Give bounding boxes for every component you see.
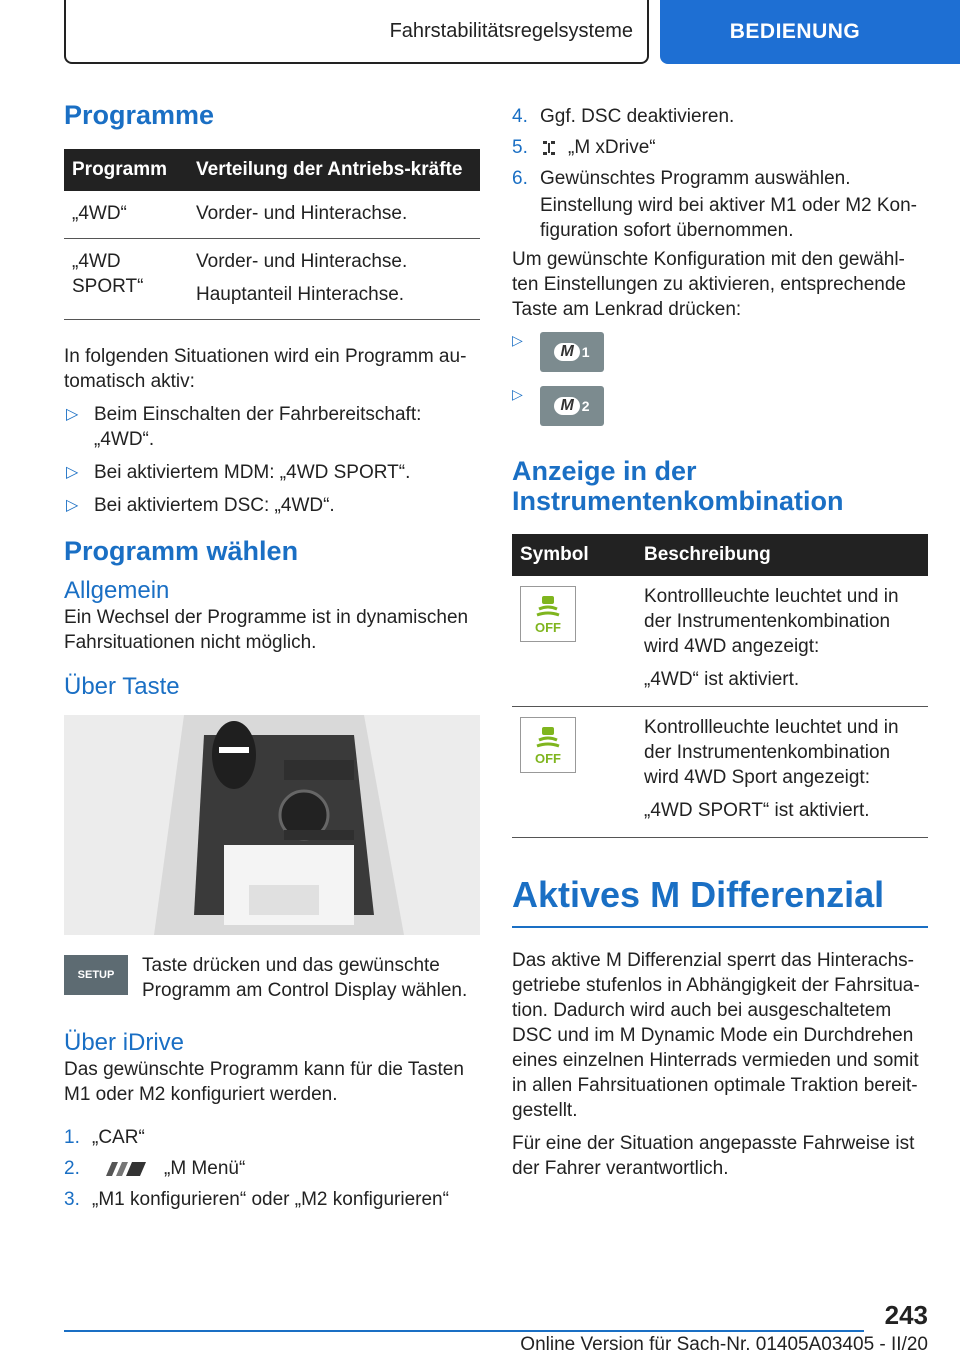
table-row [512,707,928,838]
list-item [64,402,480,452]
allgemein-text: Ein Wechsel der Programme ist in dynamischen Fahrsituationen nicht möglich. [64,607,469,653]
list-item-text: Bei aktiviertem DSC: „4WD“. [94,495,335,516]
mode-triangle-icon: ▷ [66,406,79,423]
setup-button-icon [64,955,128,995]
verteilung-text: Vorder- und Hinterachse. [196,251,408,272]
list-item [64,493,480,518]
list-item [512,135,928,160]
step-number: 3. [64,1189,80,1210]
mode-triangle-icon: ▷ [512,332,523,348]
table-header-verteilung: Verteilung der Antriebs-kräfte [188,149,480,191]
beschreibung-cell [636,576,928,707]
step-text: Ggf. DSC deaktivieren. [540,106,735,127]
footer-divider [64,1330,864,1332]
diff-text: Das aktive M Differenzial sperrt das Hinterachs-getriebe stufenlos in Abhängigkeit der Fahrsitua-tion. Dadurch wird auch bei ausgeschaltetem DSC und im M Dynamic Mode ein Durchdrehen eines einzelnen Hinterrads vermieden und somit in allen Fahrsituationen optimale Traktion bereit-gestellt. [512,950,920,1121]
mode-triangle-icon: ▷ [66,497,79,514]
list-item-text: Beim Einschalten der Fahrbereitschaft: „4WD“. [94,404,422,450]
beschreibung-text: „4WD SPORT“ ist aktiviert. [644,800,870,821]
off-label: OFF [535,750,561,766]
allgemein-heading: Allgemein [64,577,170,604]
step-text: Gewünschtes Programm auswählen. [540,168,851,189]
m1-button-icon [540,332,604,372]
mode-triangle-icon: ▷ [512,386,523,402]
symbol-cell [512,576,636,707]
taste-text: Taste drücken und das gewünschte Programm am Control Display wählen. [142,955,468,1001]
symbol-cell [512,707,636,838]
footer-online-text: Online Version für Sach-Nr. 01405A03405 - II/20 [520,1334,928,1355]
step-number: 2. [64,1158,80,1179]
mode-triangle-icon: ▷ [66,464,79,481]
beschreibung-text: „4WD“ ist aktiviert. [644,669,800,690]
verteilung-cell [188,191,480,239]
programm-cell: „4WD“ [64,191,188,239]
verteilung-cell [188,239,480,320]
4wd-off-warning-icon [520,586,576,642]
table-header-symbol: Symbol [512,534,636,576]
m1-sup: 1 [581,344,590,360]
step-number: 6. [512,168,528,189]
m1-row [512,332,928,372]
step-number: 1. [64,1127,80,1148]
list-item [64,1156,480,1181]
4wd-off-warning-icon [520,717,576,773]
auto-list [64,402,480,518]
idrive-steps [64,1125,480,1212]
beschreibung-text: Kontrollleuchte leuchtet und in der Instrumentenkombination wird 4WD angezeigt: [644,586,899,657]
step-text: „M Menü“ [164,1158,246,1179]
left-column [64,100,480,1218]
setup-label: SETUP [77,969,115,981]
anzeige-heading: Anzeige in der Instrumentenkombination [512,456,844,516]
diff-heading: Aktives M Differenzial [512,874,928,928]
anzeige-table [512,534,928,838]
verteilung-text: Vorder- und Hinterachse. [196,203,408,224]
right-column [512,104,928,1181]
page-number: 243 [884,1300,928,1330]
programm-waehlen-heading: Programm wählen [64,536,299,566]
step-text: „M1 konfigurieren“ oder „M2 konfigurieren“ [92,1189,449,1210]
center-console-illustration [64,715,480,935]
step-text: „M xDrive“ [568,137,656,158]
section-title: Fahrstabilitätsregelsysteme [389,19,633,42]
step-number: 4. [512,106,528,127]
programme-heading: Programme [64,100,215,130]
table-header-programm: Programm [64,149,188,191]
list-item [64,460,480,485]
idrive-text: Das gewünschte Programm kann für die Tasten M1 oder M2 konfiguriert werden. [64,1059,464,1105]
verteilung-text: Hauptanteil Hinterachse. [196,284,405,305]
auto-intro-text: In folgenden Situationen wird ein Programm au-tomatisch aktiv: [64,346,467,392]
ueber-idrive-heading: Über iDrive [64,1029,185,1056]
programm-cell: „4WD SPORT“ [64,239,188,320]
step6-note: Einstellung wird bei aktiver M1 oder M2 Kon-figuration sofort übernommen. [540,195,918,241]
center-console-photo [64,715,480,935]
setup-row [64,953,480,1003]
step-number: 5. [512,137,528,158]
idrive-steps-continued [512,104,928,191]
m2-sup: 2 [581,398,590,414]
step-text: „CAR“ [92,1127,145,1148]
m2-row [512,386,928,426]
list-item-text: Bei aktiviertem MDM: „4WD SPORT“. [94,462,411,483]
header-chapter-tab [660,0,960,64]
konfig-text: Um gewünschte Konfiguration mit den gewähl-ten Einstellungen zu aktivieren, entsprechende Taste am Lenkrad drücken: [512,249,906,320]
header-section-title [64,0,649,64]
table-header-beschreibung: Beschreibung [636,534,928,576]
m1-label: M [554,343,579,361]
beschreibung-cell [636,707,928,838]
car-skid-icon [533,726,563,752]
list-item [512,104,928,129]
ueber-taste-heading: Über Taste [64,673,180,700]
table-row [512,576,928,707]
beschreibung-text: Kontrollleuchte leuchtet und in der Instrumentenkombination wird 4WD Sport angezeigt: [644,717,899,788]
diff-text-responsibility: Für eine der Situation angepasste Fahrweise ist der Fahrer verantwortlich. [512,1133,915,1179]
off-label: OFF [535,619,561,635]
car-skid-icon [533,595,563,621]
m2-label: M [554,397,579,415]
list-item [512,166,928,191]
programme-table [64,149,480,320]
xdrive-icon [540,139,558,157]
table-row [64,239,480,320]
list-item [64,1125,480,1150]
table-row [64,191,480,239]
chapter-title: BEDIENUNG [729,20,861,43]
list-item [64,1187,480,1212]
m-stripes-icon [100,1160,150,1178]
m2-button-icon [540,386,604,426]
